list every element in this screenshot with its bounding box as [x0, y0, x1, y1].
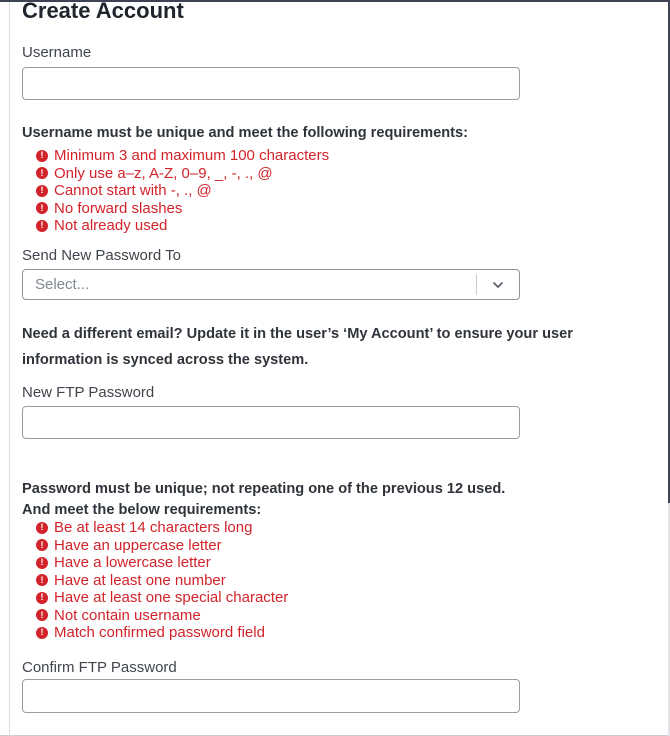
password-unique-note: Password must be unique; not repeating one of the previous 12 used. — [22, 481, 506, 497]
exclamation-circle-icon: ! — [36, 167, 48, 179]
email-note-line: Need a different email? Update it in the user’s ‘My Account’ to ensure your user — [22, 326, 573, 342]
requirement-item: ! Only use a–z, A-Z, 0–9, _, -, ., @ — [36, 165, 329, 183]
requirement-item: ! Be at least 14 characters long — [36, 519, 288, 537]
requirement-item: ! Not contain username — [36, 607, 288, 625]
requirement-item: ! Not already used — [36, 217, 329, 235]
requirement-item: ! No forward slashes — [36, 200, 329, 218]
confirm-ftp-password-label: Confirm FTP Password — [22, 659, 177, 676]
exclamation-circle-icon: ! — [36, 220, 48, 232]
username-label: Username — [22, 44, 92, 61]
requirement-item: ! Minimum 3 and maximum 100 characters — [36, 147, 329, 165]
requirement-item: ! Have at least one number — [36, 572, 288, 590]
exclamation-circle-icon: ! — [36, 150, 48, 162]
send-new-password-to-select[interactable] — [22, 269, 520, 300]
requirement-item: ! Have a lowercase letter — [36, 554, 288, 572]
new-ftp-password-label: New FTP Password — [22, 384, 155, 401]
requirement-item: ! Have at least one special character — [36, 589, 288, 607]
chevron-down-icon[interactable] — [477, 277, 519, 293]
requirement-item: ! Have an uppercase letter — [36, 537, 288, 555]
exclamation-circle-icon: ! — [36, 522, 48, 534]
exclamation-circle-icon: ! — [36, 202, 48, 214]
exclamation-circle-icon: ! — [36, 557, 48, 569]
exclamation-circle-icon: ! — [36, 609, 48, 621]
username-requirements-header: Username must be unique and meet the following requirements: — [22, 125, 468, 141]
requirement-item: ! Match confirmed password field — [36, 624, 288, 642]
email-note — [22, 322, 573, 373]
confirm-ftp-password-input[interactable] — [22, 679, 520, 713]
page-title: Create Account — [22, 0, 184, 23]
send-new-password-to-label: Send New Password To — [22, 247, 181, 264]
select-placeholder: Select... — [35, 276, 90, 293]
requirement-item: ! Cannot start with -, ., @ — [36, 182, 329, 200]
exclamation-circle-icon: ! — [36, 574, 48, 586]
email-note-line: information is synced across the system. — [22, 351, 309, 368]
password-requirements-list — [36, 519, 288, 642]
left-divider — [9, 2, 10, 736]
exclamation-circle-icon: ! — [36, 185, 48, 197]
username-requirements-list — [36, 147, 329, 235]
new-ftp-password-input[interactable] — [22, 406, 520, 439]
exclamation-circle-icon: ! — [36, 539, 48, 551]
password-requirements-header: And meet the below requirements: — [22, 502, 262, 518]
exclamation-circle-icon: ! — [36, 627, 48, 639]
username-input[interactable] — [22, 67, 520, 100]
exclamation-circle-icon: ! — [36, 592, 48, 604]
